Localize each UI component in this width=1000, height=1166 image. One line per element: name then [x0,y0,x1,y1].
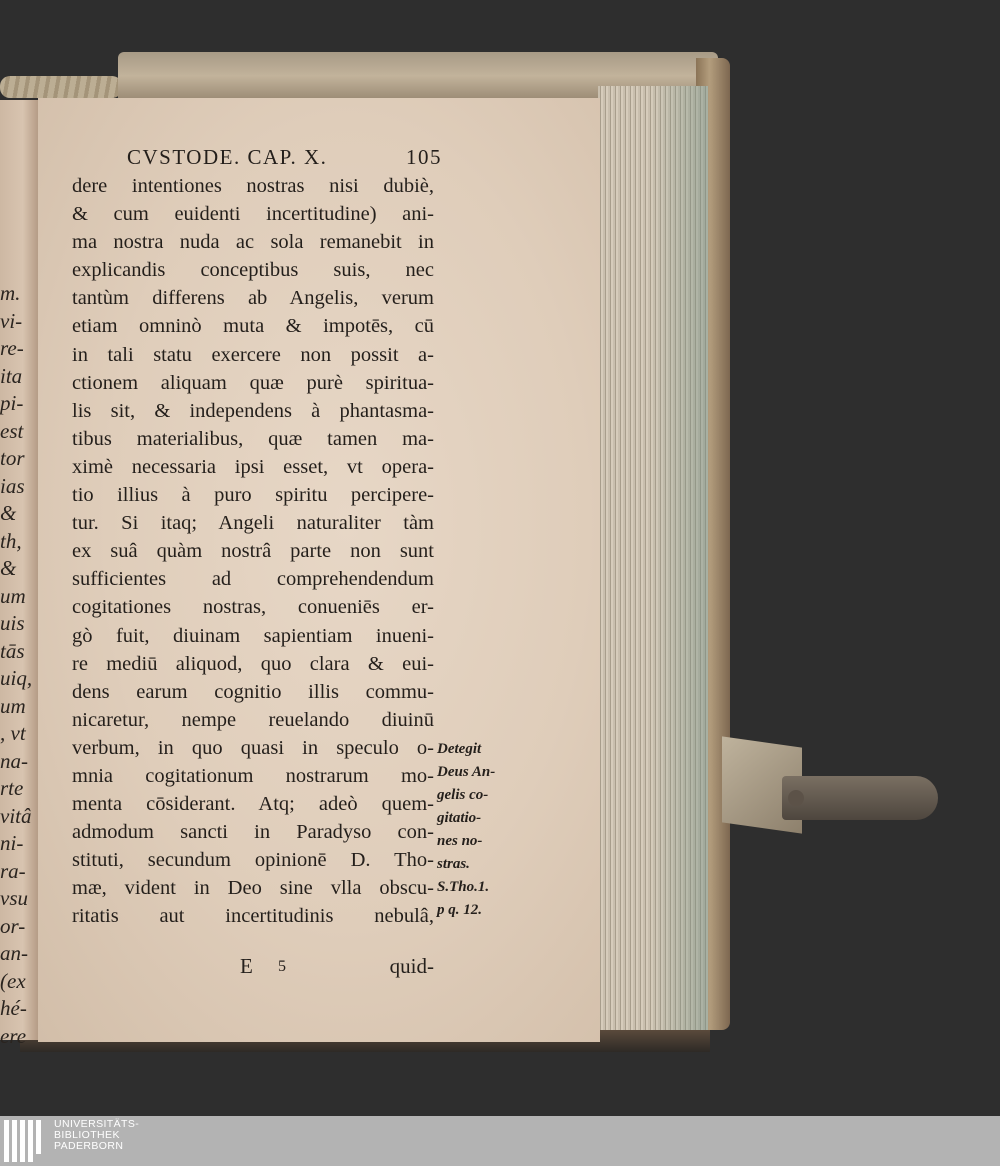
text-line: sufficientes ad comprehendendum [72,568,434,591]
text-line: tur. Si itaq; Angeli naturaliter tàm [72,512,434,535]
text-line: cogitationes nostras, conueniēs er- [72,596,434,619]
left-page-line: ni- [0,831,24,855]
left-page-line: pi- [0,391,24,415]
text-line: ex suâ quàm nostrâ parte non sunt [72,540,434,563]
left-page-line: & [0,556,17,580]
left-page-line: vitâ [0,803,32,828]
left-page-line: ere [0,1023,27,1048]
left-page-line: an- [0,941,28,965]
text-line: admodum sancti in Paradyso con- [72,821,434,844]
margin-note [437,738,527,922]
text-line: nicaretur, nempe reuelando diuinū [72,708,434,731]
left-page-line: tās [0,638,25,663]
left-page-line: uiq, [0,666,33,690]
text-line: etiam omninò muta & impotēs, cū [72,315,434,338]
left-page-line: , vt [0,721,26,745]
left-page-line: th, [0,528,22,553]
left-page-line: ita [0,363,23,388]
page-edge-tint [650,86,708,1034]
left-page-line: or- [0,913,26,938]
margin-note-line: Detegit [437,741,482,757]
left-page-line: tor [0,446,25,470]
text-line: ctionem aliquam quæ purè spiritua- [72,371,434,394]
left-page [0,100,38,1048]
text-line: menta cōsiderant. Atq; adeò quem- [72,793,434,816]
text-line: & cum euidenti incertitudine) ani- [72,203,434,226]
signature-number: 5 [278,958,286,975]
text-line: dere intentiones nostras nisi dubiè, [72,175,434,197]
text-line: mæ, vident in Deo sine vlla obscu- [72,877,434,900]
left-page-text [0,280,38,1050]
left-page-line: m. [0,281,21,305]
text-line: verbum, in quo quasi in speculo o- [72,736,434,759]
running-head [127,145,442,170]
binding-cord [0,76,122,98]
left-page-line: um [0,583,26,608]
page-body-text [72,172,434,931]
catchword: quid- [389,954,434,978]
margin-note-line: stras. [437,856,470,872]
left-page-line: hé- [0,996,27,1020]
text-line: gò fuit, diuinam sapientiam inueni- [72,624,434,647]
page-footer-line [72,954,434,982]
left-page-line: uis [0,611,25,635]
margin-note-line: p q. 12. [437,902,482,918]
clasp-bar [782,776,938,820]
text-line: lis sit, & independens à phantasma- [72,399,434,422]
library-logo-text [54,1119,139,1152]
text-line: explicandis conceptibus suis, nec [72,259,434,282]
margin-note-line: nes no- [437,833,483,849]
text-line: re mediū aliquod, quo clara & eui- [72,652,434,675]
clasp-rivet [788,790,804,806]
text-line: tibus materialibus, quæ tamen ma- [72,427,434,450]
text-line: ritatis aut incertitudinis nebulâ, [72,905,434,928]
margin-note-line: Deus An- [437,764,496,780]
left-page-line: (ex [0,968,26,993]
text-line: dens earum cognitio illis commu- [72,680,434,703]
logo-line-2: BIBLIOTHEK [54,1129,120,1141]
page-folio: 105 [406,145,442,169]
left-page-line: & [0,501,17,525]
left-page-line: vsu [0,886,28,910]
logo-line-1: UNIVERSITÄTS- [54,1118,140,1130]
footer-bar [0,1116,1000,1166]
signature-mark: E [240,954,253,978]
text-line: stituti, secundum opinionē D. Tho- [72,849,434,872]
text-line: mnia cogitationum nostrarum mo- [72,764,434,787]
left-page-line: ias [0,473,25,498]
left-page-line: est [0,418,24,443]
text-line: ma nostra nuda ac sola remanebit in [72,231,434,254]
left-page-line: vi- [0,308,23,333]
text-line: in tali statu exercere non possit a- [72,343,434,366]
logo-line-3: PADERBORN [54,1140,124,1152]
left-page-line: rte [0,776,24,800]
left-page-line: ra- [0,858,26,883]
text-line: tantùm differens ab Angelis, verum [72,287,434,310]
text-line: tio illius à puro spiritu percipere- [72,484,434,507]
left-page-line: na- [0,748,28,773]
text-line: ximè necessaria ipsi esset, vt opera- [72,455,434,478]
margin-note-line: gitatio- [437,810,482,826]
left-page-line: um [0,693,26,718]
margin-note-line: gelis co- [437,787,489,803]
running-head-title: CVSTODE. CAP. X. [127,145,328,169]
library-logo-icon [4,1120,46,1162]
margin-note-line: S.Tho.1. [437,879,490,895]
left-page-line: re- [0,336,24,360]
